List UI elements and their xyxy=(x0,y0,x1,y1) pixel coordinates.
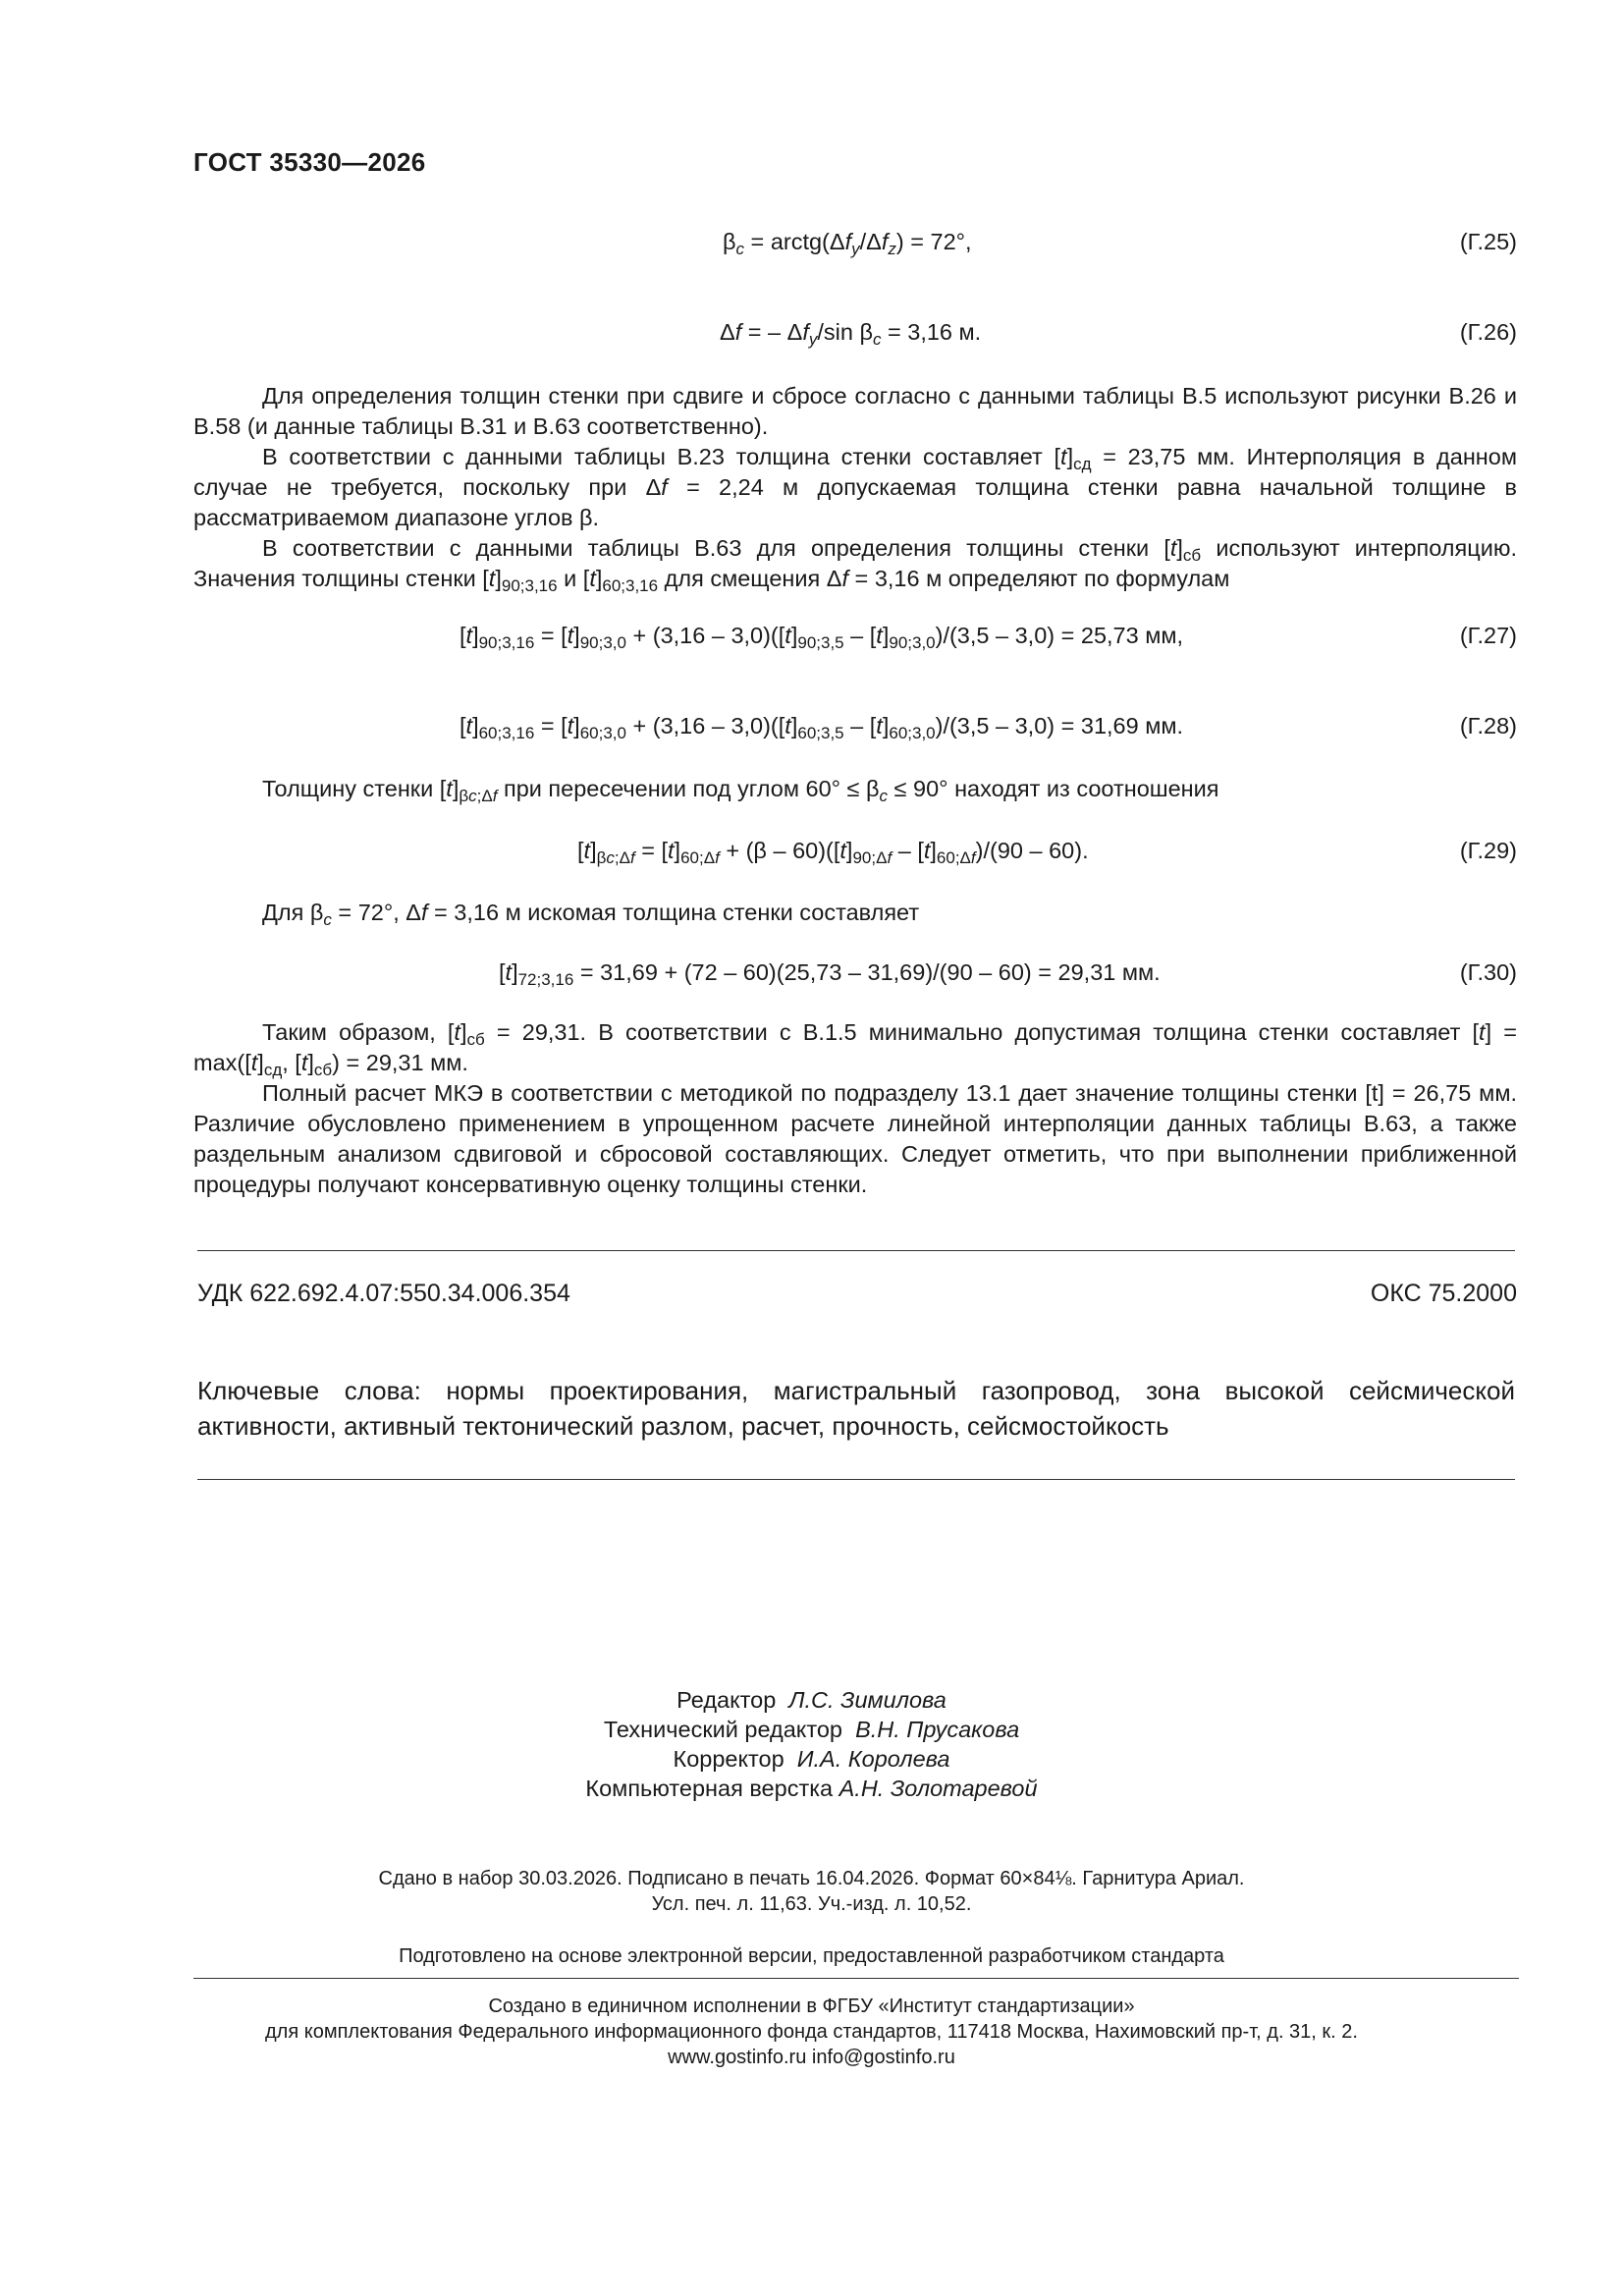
body-paragraph-3 xyxy=(193,898,1517,928)
credit-tech-editor: Технический редактор В.Н. Прусакова xyxy=(603,1717,1020,1742)
divider xyxy=(197,1250,1515,1251)
equation-g25: $\beta_c$ = $arctg(\Delta f_y/\Delta f_z) = 72^\circ$, xyxy=(723,229,972,258)
equation-number: (Г.25) xyxy=(1459,229,1517,254)
imprint-line: Создано в единичном исполнении в ФГБУ «Институт стандартизации» xyxy=(488,1995,1135,2017)
imprint-line: Усл. печ. л. 11,63. Уч.-изд. л. 10,52. xyxy=(651,1893,972,1915)
equation-result: 29,31 мм. xyxy=(1057,959,1161,985)
imprint-line: Сдано в набор 30.03.2026. Подписано в печать 16.04.2026. Формат 60×84⅛. Гарнитура Ариал. xyxy=(378,1868,1245,1889)
imprint-contacts: www.gostinfo.ru info@gostinfo.ru xyxy=(668,2047,955,2068)
paragraph: Для $\beta_c = 72^\circ$, Δf = 3,16 м искомая толщина стенки составляет xyxy=(262,900,920,929)
paragraph: Таким образом, $[t]_{сб} = 29,31$. В соответствии с В.1.5 минимально допустимая толщина стенки составляет $[t] = \max([t]_{сд}$, $[t]_{сб}) = 29,31$ мм. xyxy=(193,1019,1517,1079)
equation-number: (Г.28) xyxy=(1459,713,1517,738)
udk-code: УДК 622.692.4.07:550.34.006.354 xyxy=(197,1280,570,1307)
divider xyxy=(197,1479,1515,1480)
equation-g29: $[t]_{\beta c;\Delta f} = [t]_{60;\Delta f} + (\beta - 60)([t]_{90;\Delta f} - [t]_{60;\Delta f})/(90 - 60)$. xyxy=(577,838,1089,867)
editorial-credits xyxy=(0,1685,1623,1803)
credit-layout: Компьютерная верстка А.Н. Золотаревой xyxy=(585,1776,1038,1801)
paragraph: Для определения толщин стенки при сдвиге и сбросе согласно с данными таблицы В.5 используют рисунки В.26 и В.58 (и данные таблицы В.31 и В.63 соответственно). xyxy=(193,383,1517,439)
equation-number: (Г.27) xyxy=(1459,623,1517,648)
paragraph: В соответствии с данными таблицы В.63 для определения толщины стенки $[t]_{сб}$ используют интерполяцию. Значения толщины стенки $[t]_{90;3,16}$ и $[t]_{60;3,16}$ для смещения Δf = 3,16 м определяют по формулам xyxy=(193,535,1517,595)
credit-editor: Редактор Л.С. Зимилова xyxy=(676,1687,947,1713)
equation-number: (Г.30) xyxy=(1459,959,1517,985)
body-paragraphs-4 xyxy=(193,1017,1517,1200)
credit-corrector: Корректор И.А. Королева xyxy=(673,1746,950,1772)
equation-g30: $[t]_{72;3,16} = 31,69 + (72 - 60)(25,73 - 31,69)/(90 - 60) = 29,31$ мм. xyxy=(499,959,1161,989)
equation-g27: $[t]_{90;3,16} = [t]_{90;3,0} + (3,16 - 3,0)([t]_{90;3,5} - [t]_{90;3,0})/(3,5 - 3,0) = 25,73$ мм, xyxy=(460,623,1184,652)
paragraph: В соответствии с данными таблицы В.23 толщина стенки составляет $[t]_{сд} = 23,75$ мм. Интерполяция в данном случае не требуется, поскольку при Δf = 2,24 м допускаемая толщина стенки равна начальной толщине в рассматриваемом диапазоне углов β. xyxy=(193,444,1518,530)
imprint-source: Подготовлено на основе электронной версии, предоставленной разработчиком стандарта xyxy=(399,1945,1224,1967)
page-header: ГОСТ 35330—2026 xyxy=(193,147,426,177)
equation-number: (Г.26) xyxy=(1459,319,1517,345)
oks-code: ОКС 75.2000 xyxy=(1370,1280,1517,1307)
body-paragraphs-1 xyxy=(193,381,1517,594)
divider xyxy=(193,1978,1519,1979)
body-paragraph-2 xyxy=(193,774,1517,804)
imprint-line: для комплектования Федерального информационного фонда стандартов, 117418 Москва, Нахимовский пр-т, д. 31, к. 2. xyxy=(265,2021,1358,2043)
paragraph: Полный расчет МКЭ в соответствии с методикой по подразделу 13.1 дает значение толщины стенки [t] = 26,75 мм. Различие обусловлено применением в упрощенном расчете линейной интерполяции данных таблицы В.63, а также раздельным анализом сдвиговой и сбросовой составляющих. Следует отметить, что при выполнении приближенной процедуры получают консервативную оценку толщины стенки. xyxy=(193,1080,1517,1197)
equation-result: 25,73 мм, xyxy=(1080,623,1184,648)
equation-g28: $[t]_{60;3,16} = [t]_{60;3,0} + (3,16 - 3,0)([t]_{60;3,5} - [t]_{60;3,0})/(3,5 - 3,0) = 31,69$ мм. xyxy=(460,713,1184,742)
equation-g26: Δf = – $\Delta f_y/\sin$ $\beta_c = 3,16$ м. xyxy=(720,319,982,349)
equation-result: 31,69 мм. xyxy=(1080,713,1184,738)
keywords: Ключевые слова: нормы проектирования, магистральный газопровод, зона высокой сейсмической активности, активный тектонический разлом, расчет, прочность, сейсмостойкость xyxy=(197,1376,1515,1441)
paragraph: Толщину стенки $[t]_{\beta c;\Delta f}$ при пересечении под углом $60^\circ \le \beta_c \le 90^\circ$ находят из соотношения xyxy=(262,776,1219,805)
equation-number: (Г.29) xyxy=(1459,838,1517,863)
